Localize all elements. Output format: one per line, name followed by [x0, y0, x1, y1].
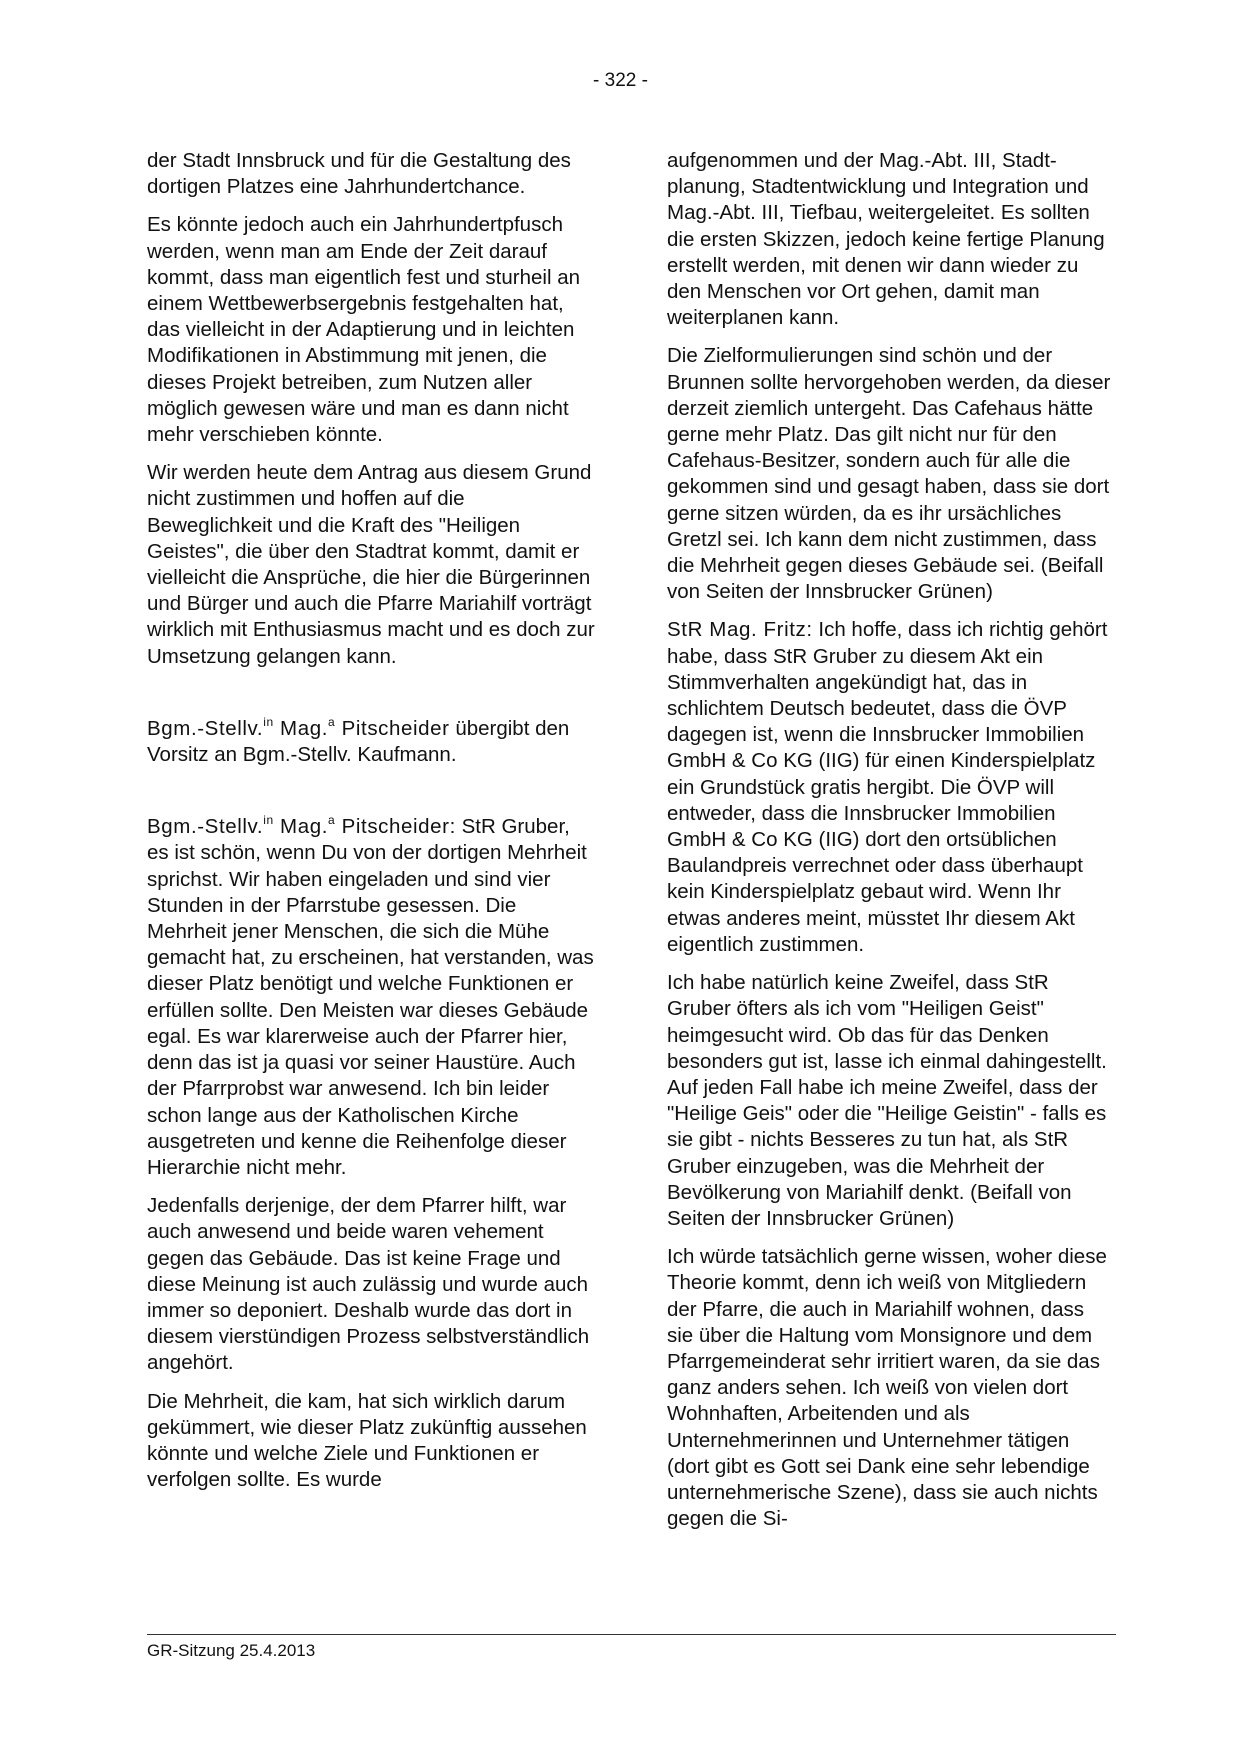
- footer-divider: [147, 1634, 1116, 1635]
- footer-session-date: GR-Sitzung 25.4.2013: [147, 1641, 316, 1660]
- paragraph: aufgenommen und der Mag.-Abt. III, Stadtplanung, Stadtentwicklung und Integration und Mag.-Abt. III, Tiefbau, weitergeleitet. Es sollten die ersten Skizzen, jedoch keine fertige Planung erstellt werden, mit denen wir dann wieder zu den Menschen vor Ort gehen, damit man weiterplanen kann.: [667, 149, 1105, 330]
- paragraph: Ich habe natürlich keine Zweifel, dass StR Gruber öfters als ich vom "Heiligen Geist" heimgesucht wird. Ob das für das Denken besonders gut ist, lasse ich einmal dahingestellt. Auf jeden Fall habe ich meine Zweifel, dass der "Heilige Geis" oder die "Heilige Geistin" - falls es sie gibt - nichts Besseres zu tun hat, als StR Gruber einzugeben, was die Mehrheit der Bevölkerung von Mariahilf denkt. (Beifall von Seiten der Innsbrucker Grünen): [667, 971, 1107, 1230]
- paragraph: Jedenfalls derjenige, der dem Pfarrer hilft, war auch anwesend und beide waren vehement gegen das Gebäude. Das ist keine Frage und diese Meinung ist auch zulässig und wurde auch immer so deponiert. Deshalb wurde das dort in diesem vierstündigen Prozess selbstverständlich angehört.: [147, 1194, 590, 1375]
- paragraph: Die Zielformulierungen sind schön und der Brunnen sollte hervorgehoben werden, da dieser derzeit ziemlich untergeht. Das Cafehaus hätte gerne mehr Platz. Das gilt nicht nur für den Cafehaus-Besitzer, sondern auch für alle die gekommen sind und gesagt haben, dass sie dort gerne sitzen würden, da es ihr ursächliches Gretzl sei. Ich kann dem nicht zustimmen, dass die Mehrheit gegen dieses Gebäude sei. (Beifall von Seiten der Innsbrucker Grünen): [667, 344, 1111, 604]
- speaker-name: Bgm.-Stellv.$^{in}$ Mag.$^a$ Pitscheider: [147, 714, 450, 740]
- paragraph: Es könnte jedoch auch ein Jahrhundertpfusch werden, wenn man am Ende der Zeit darauf kommt, dass man eigentlich fest und sturheil an einem Wettbewerbsergebnis festgehalten hat, das vielleicht in der Adaptierung und in leichten Modifikationen in Abstimmung mit jenen, die dieses Projekt betreiben, zum Nutzen aller möglich gewesen wäre und man es dann nicht mehr verschieben könnte.: [147, 213, 580, 447]
- speech-paragraph: StR Mag. Fritz: Ich hoffe, dass ich richtig gehört habe, dass StR Gruber zu diesem Akt ein Stimmverhalten angekündigt hat, das in schlichtem Deutsch bedeutet, dass die ÖVP dagegen ist, wenn die Innsbrucker Immobilien GmbH & Co KG (IIG) für einen Kinderspielplatz ein Grundstück gratis hergibt. Die ÖVP will entweder, dass die Innsbrucker Immobilien GmbH & Co KG (IIG) dort den ortsüblichen Baulandpreis verrechnet oder dass überhaupt kein Kinderspielplatz gebaut wird. Wenn Ihr etwas anderes meint, müsstet Ihr diesem Akt eigentlich zustimmen.: [667, 618, 1108, 956]
- paragraph: Ich würde tatsächlich gerne wissen, woher diese Theorie kommt, denn ich weiß von Mitgliedern der Pfarre, die auch in Mariahilf wohnen, dass sie über die Haltung vom Monsignore und dem Pfarrgemeinderat sehr irritiert waren, da sie das ganz anders sehen. Ich weiß von vielen dort Wohnhaften, Arbeitenden und als Unternehmerinnen und Unternehmer tätigen (dort gibt es Gott sei Dank eine sehr lebendige unternehmerische Szene), dass sie auch nichts gegen die Si-: [667, 1245, 1107, 1531]
- page-number: - 322 -: [593, 70, 648, 91]
- left-column: [147, 148, 595, 1505]
- chair-handover-note: Bgm.-Stellv.$^{in}$ Mag.$^a$ Pitscheider übergibt den Vorsitz an Bgm.-Stellv. Kaufmann.: [147, 714, 570, 767]
- paragraph: Wir werden heute dem Antrag aus diesem Grund nicht zustimmen und hoffen auf die Beweglichkeit und die Kraft des "Heiligen Geistes", die über den Stadtrat kommt, damit er vielleicht die Ansprüche, die hier die Bürgerinnen und Bürger und auch die Pfarre Mariahilf vorträgt wirklich mit Enthusiasmus macht und es doch zur Umsetzung gelangen kann.: [147, 461, 595, 668]
- paragraph: der Stadt Innsbruck und für die Gestaltung des dortigen Platzes eine Jahrhundertchance.: [147, 149, 571, 199]
- right-column: [667, 148, 1115, 1544]
- speaker-name: Bgm.-Stellv.$^{in}$ Mag.$^a$ Pitscheider:: [147, 813, 456, 839]
- speaker-name: StR Mag. Fritz:: [667, 618, 813, 642]
- paragraph: Die Mehrheit, die kam, hat sich wirklich darum gekümmert, wie dieser Platz zukünftig aussehen könnte und welche Ziele und Funktionen er verfolgen sollte. Es wurde: [147, 1389, 587, 1492]
- speech-paragraph: Bgm.-Stellv.$^{in}$ Mag.$^a$ Pitscheider: StR Gruber, es ist schön, wenn Du von der dortigen Mehrheit sprichst. Wir haben eingeladen und sind vier Stunden in der Pfarrstube gesessen. Die Mehrheit jener Menschen, die sich die Mühe gemacht hat, zu erscheinen, hat verstanden, was dieser Platz benötigt und welche Funktionen er erfüllen sollte. Den Meisten war dieses Gebäude egal. Es war klarerweise auch der Pfarrer hier, denn das ist ja quasi vor seiner Haustüre. Auch der Pfarrprobst war anwesend. Ich bin leider schon lange aus der Katholischen Kirche ausgetreten und kenne die Reihenfolge dieser Hierarchie nicht mehr.: [147, 813, 594, 1179]
